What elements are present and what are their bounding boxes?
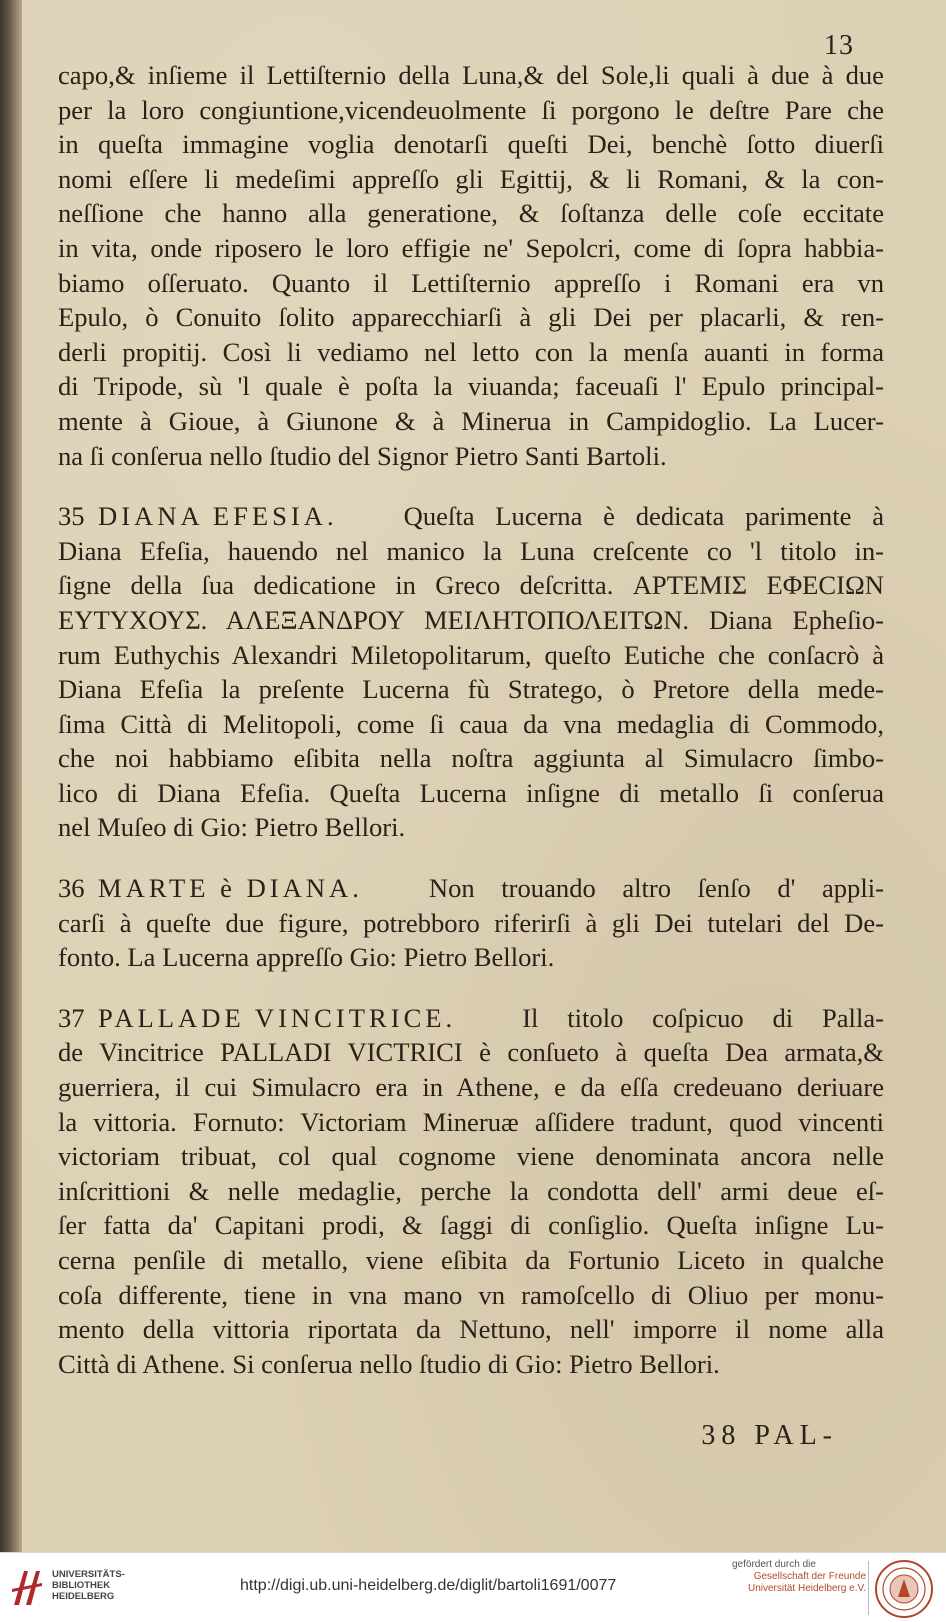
library-logo-icon [10, 1565, 44, 1609]
text-line: neſſione che hanno alla generatione, & ſoſtanza delle coſe eccitate [58, 198, 884, 229]
text-line: lico di Diana Efeſia. Queſta Lucerna inſigne di metallo ſi conſerua [58, 777, 884, 808]
entry-number: 35 [58, 501, 85, 532]
entry-number: 37 [58, 1002, 85, 1033]
entry-37 [58, 1001, 884, 1382]
catchword: 38 PAL- [701, 1420, 838, 1451]
entry-number: 36 [58, 873, 85, 904]
text-line: Diana Efeſia, hauendo nel manico la Luna creſcente co 'l titolo in- [58, 535, 884, 566]
entry-first-line: Non trouando altro ſenſo d' appli- [428, 873, 884, 904]
text-line: coſa differente, tiene in vna mano vn ramoſcello di Oliuo per monu- [58, 1279, 884, 1310]
intro-paragraph [58, 58, 884, 473]
text-line: nel Muſeo di Gio: Pietro Bellori. [58, 812, 406, 843]
text-line: inſcrittioni & nelle medaglie, perche la condotta dell' armi deue eſ- [58, 1175, 884, 1206]
footer-bar [0, 1552, 946, 1622]
text-line: Diana Efeſia la preſente Lucerna fù Stratego, ò Pretore della mede- [58, 674, 884, 705]
page-number: 13 [824, 30, 854, 61]
page-text [58, 58, 884, 1381]
text-line: ΕΥΤΥΧΟΥΣ. ΑΛΕΞΑΝΔΡΟΥ ΜΕΙΛΗΤΟΠΟΛΕΙΤΩΝ. Diana Epheſio- [58, 604, 884, 635]
text-line: Città di Athene. Si conſerua nello ſtudio di Gio: Pietro Bellori. [58, 1348, 720, 1379]
text-line: mento della vittoria riportata da Nettuno, nell' imporre il nome alla [58, 1314, 884, 1345]
text-line: di Tripode, sù 'l quale è poſta la viuanda; faceuaſi l' Epulo principal- [58, 371, 884, 402]
entry-36 [58, 871, 884, 975]
entry-first-line: Queſta Lucerna è dedicata parimente à [403, 501, 884, 532]
text-line: che noi habbiamo eſibita nella noſtra aggiunta al Simulacro ſimbo- [58, 743, 884, 774]
book-page [22, 0, 946, 1552]
text-line: ſigne della ſua dedicatione in Greco deſcritta. ΑΡΤΕΜΙΣ ΕΦΕCΙΩΝ [58, 570, 884, 601]
text-line: guerriera, il cui Simulacro era in Athene, e da eſſa credeuano deriuare [58, 1072, 884, 1103]
text-line: victoriam tribuat, col qual cognome viene denominata ancora nelle [58, 1141, 884, 1172]
text-line: capo,& inſieme il Lettiſternio della Luna,& del Sole,li quali à due à due [58, 60, 884, 90]
text-line: in vita, onde riposero le loro effigie ne' Sepolcri, come di ſopra habbia- [58, 232, 884, 263]
text-line: na ſi conſerua nello ſtudio del Signor Pietro Santi Bartoli. [58, 440, 667, 471]
text-line: ſima Città di Melitopoli, come ſi caua da vna medaglia di Commodo, [58, 708, 884, 739]
library-name: UNIVERSITÄTS- BIBLIOTHEK HEIDELBERG [52, 1569, 125, 1602]
footer-divider [868, 1561, 869, 1615]
text-line: carſi à queſte due figure, potrebboro riferirſi à gli Dei tutelari del De- [58, 907, 884, 938]
text-line: fonto. La Lucerna appreſſo Gio: Pietro Bellori. [58, 942, 555, 973]
entry-title: DIANA EFESIA. [98, 501, 338, 532]
entry-first-line: Il titolo coſpicuo di Palla- [522, 1002, 884, 1033]
text-line: la vittoria. Fornuto: Victoriam Mineruæ aſſidere tradunt, quod vincenti [58, 1106, 884, 1137]
text-line: Epulo, ò Conuito ſolito apparecchiarſi à gli Dei per placarli, & ren- [58, 302, 884, 333]
permalink-url[interactable]: http://digi.ub.uni-heidelberg.de/diglit/bartoli1691/0077 [240, 1577, 617, 1594]
text-line: cerna penſile di metallo, viene eſibita da Fortunio Liceto in qualche [58, 1245, 884, 1275]
text-line: nomi eſſere li medeſimi appreſſo gli Egittij, & li Romani, & la con- [58, 163, 884, 194]
entry-title: MARTE è DIANA. [98, 873, 363, 904]
text-line: de Vincitrice PALLADI VICTRICI è conſueto à queſta Dea armata,& [58, 1037, 884, 1068]
text-line: rum Euthychis Alexandri Miletopolitarum, queſto Eutiche che conſacrò à [58, 639, 884, 670]
text-line: ſer fatta da' Capitani prodi, & ſaggi di conſiglio. Queſta inſigne Lu- [58, 1210, 884, 1241]
sponsor-credit: gefördert durch die Gesellschaft der Freunde Universität Heidelberg e.V. [732, 1559, 866, 1594]
text-line: biamo oſſeruato. Quanto il Lettiſternio appreſſo i Romani era vn [58, 267, 884, 298]
book-binding-edge [0, 0, 22, 1552]
entry-35 [58, 499, 884, 845]
university-seal-icon [874, 1559, 934, 1619]
text-line: in queſta immagine voglia denotarſi queſti Dei, benchè ſotto diuerſi [58, 129, 884, 160]
entry-title: PALLADE VINCITRICE. [98, 1002, 457, 1033]
text-line: derli propitij. Così li vediamo nel letto con la menſa auanti in forma [58, 336, 884, 367]
text-line: per la loro congiuntione,vicendeuolmente ſi porgono le deſtre Pare che [58, 94, 884, 125]
text-line: mente à Gioue, à Giunone & à Mineruа in Campidoglio. La Lucer- [58, 405, 884, 436]
